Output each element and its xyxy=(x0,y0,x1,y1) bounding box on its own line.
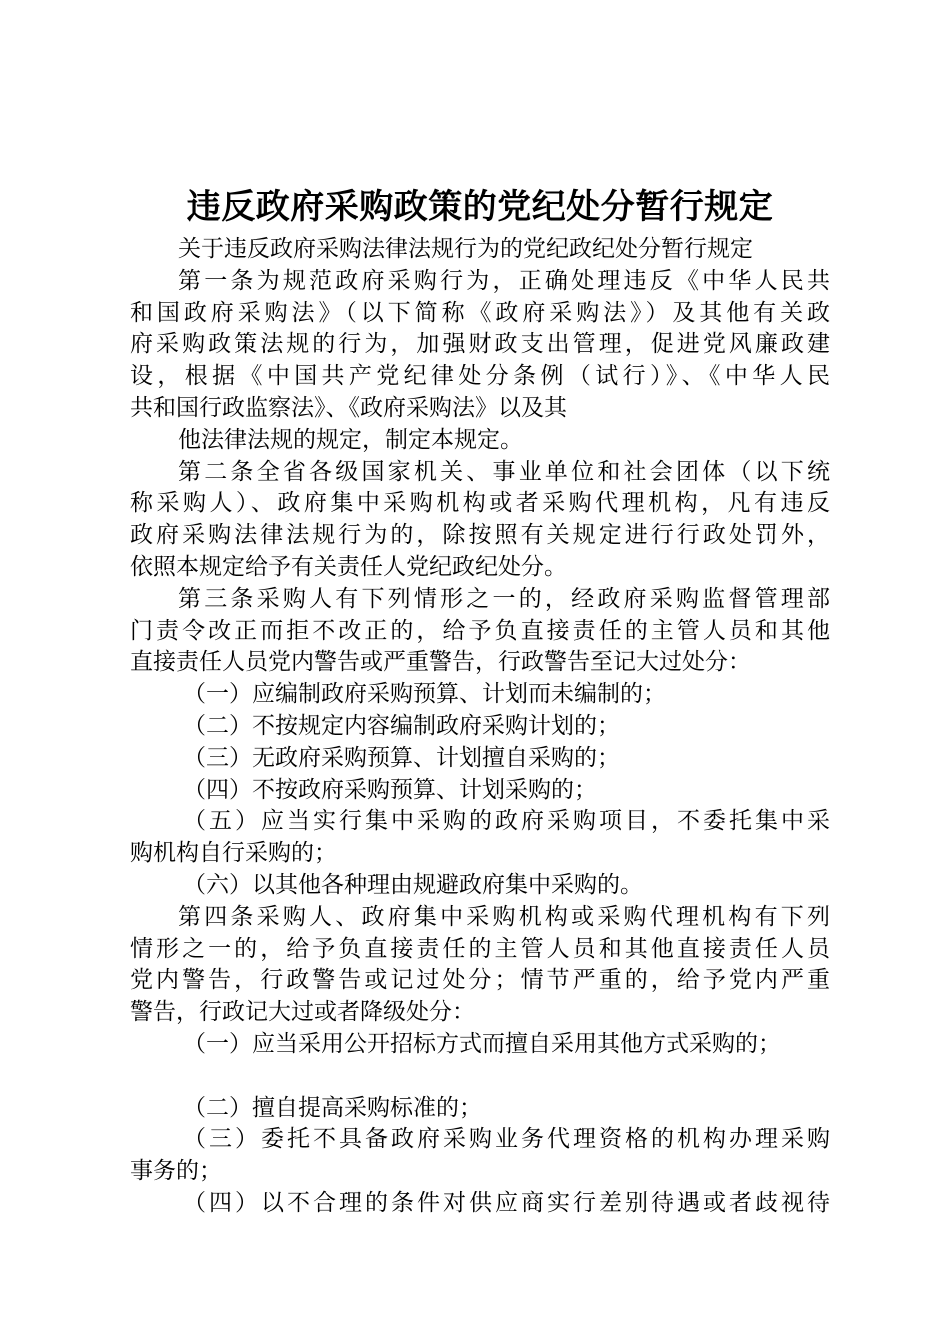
article-3-item: （六）以其他各种理由规避政府集中采购的。 xyxy=(183,871,643,898)
article-3-item: （一）应编制政府采购预算、计划而未编制的； xyxy=(183,681,666,708)
article-3-item: （三）无政府采购预算、计划擅自采购的； xyxy=(183,744,620,771)
article-3-line: 门责令改正而拒不改正的，给予负直接责任的主管人员和其他 xyxy=(130,617,830,644)
article-1-line: 他法律法规的规定，制定本规定。 xyxy=(178,426,523,453)
subtitle-line: 关于违反政府采购法律法规行为的党纪政纪处分暂行规定 xyxy=(178,236,753,262)
article-1-line: 府采购政策法规的行为，加强财政支出管理，促进党风廉政建 xyxy=(130,331,830,358)
article-2-line: 称采购人）、政府集中采购机构或者采购代理机构，凡有违反 xyxy=(130,490,830,517)
article-1-line: 第一条为规范政府采购行为，正确处理违反《中华人民共 xyxy=(178,267,830,294)
article-4-item: （二）擅自提高采购标准的； xyxy=(183,1094,482,1121)
article-3-item: 购机构自行采购的； xyxy=(130,840,337,867)
article-3-item: （五）应当实行集中采购的政府采购项目，不委托集中采 xyxy=(183,808,830,835)
article-3-item: （二）不按规定内容编制政府采购计划的； xyxy=(183,712,620,739)
article-1-line: 共和国行政监察法》、《政府采购法》以及其 xyxy=(130,394,567,421)
article-4-item: （四）以不合理的条件对供应商实行差别待遇或者歧视待 xyxy=(183,1189,830,1216)
article-4-item: 事务的； xyxy=(130,1158,222,1185)
article-4-line: 第四条采购人、政府集中采购机构或采购代理机构有下列 xyxy=(178,903,830,930)
article-1-line: 设，根据《中国共产党纪律处分条例（试行）》、《中华人民 xyxy=(130,363,830,390)
document-body xyxy=(130,234,830,1220)
blank-line xyxy=(130,1061,830,1093)
article-4-item: （一）应当采用公开招标方式而擅自采用其他方式采购的； xyxy=(183,1030,781,1057)
article-3-line: 第三条采购人有下列情形之一的，经政府采购监督管理部 xyxy=(178,585,830,612)
article-4-line: 党内警告，行政警告或记过处分；情节严重的，给予党内严重 xyxy=(130,967,830,994)
article-2-line: 政府采购法律法规行为的，除按照有关规定进行行政处罚外， xyxy=(130,522,830,549)
article-4-line: 情形之一的，给予负直接责任的主管人员和其他直接责任人员 xyxy=(130,935,830,962)
article-4-item: （三）委托不具备政府采购业务代理资格的机构办理采购 xyxy=(183,1126,830,1153)
article-2-line: 依照本规定给予有关责任人党纪政纪处分。 xyxy=(130,553,567,580)
article-1-line: 和国政府采购法》（以下简称《政府采购法》）及其他有关政 xyxy=(130,299,830,326)
article-2-line: 第二条全省各级国家机关、事业单位和社会团体（以下统 xyxy=(178,458,830,485)
article-3-item: （四）不按政府采购预算、计划采购的； xyxy=(183,776,597,803)
article-3-line: 直接责任人员党内警告或严重警告，行政警告至记大过处分： xyxy=(130,649,751,676)
article-4-line: 警告，行政记大过或者降级处分： xyxy=(130,999,475,1026)
document-title: 违反政府采购政策的党纪处分暂行规定 xyxy=(186,187,774,227)
